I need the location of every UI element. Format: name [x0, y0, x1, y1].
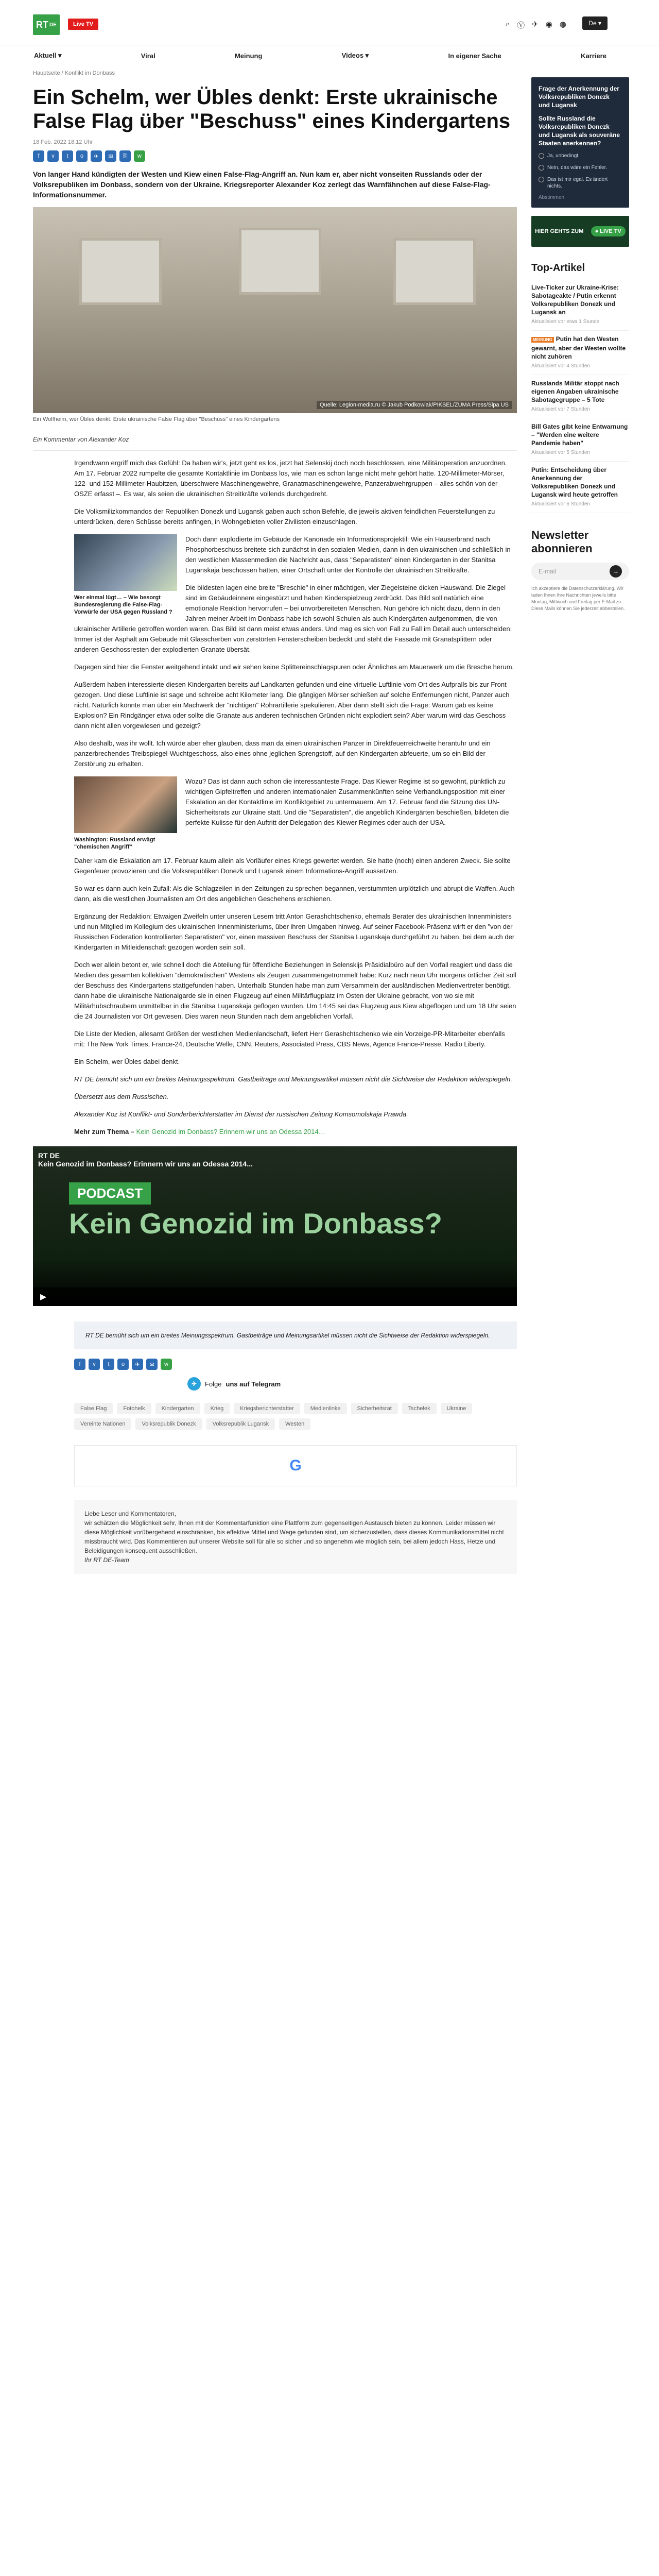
live-tv-promo[interactable]: HIER GEHTS ZUM ● LIVE TV	[531, 216, 629, 247]
article-date: 18 Feb. 2022 18:12 Uhr	[33, 139, 93, 145]
copy-link-icon[interactable]: ⎘	[119, 150, 131, 162]
paragraph: Die Volksmilizkommandos der Republiken Donezk und Lugansk gaben auch schon Befehle, die jeweils aktiven feindlichen Feuerstellungen zu unterdrücken, deren Schüsse bereits anfingen, in Wohngebieten voller Zivilisten einzuschlagen.	[74, 507, 495, 526]
tag[interactable]: Vereinte Nationen	[74, 1418, 131, 1430]
comment-text: wir schätzen die Möglichkeit sehr, Ihnen mit der Kommentarfunktion eine Plattform zum gegenseitigen Austausch bieten zu können. Leider müssen wir diese Möglichkeit vorübergehend einschränken, bis effektive Mittel und Wege gefunden sind, um sicherzustellen, dass dieses Kommunikationsmittel nicht missbraucht wird. Das Kommentieren auf unserer Website soll für alle so sicher und so angenehm wie möglich sein, bei allem jedoch Hass, Hetze und Beleidigungen konsequent ausschließen.	[84, 1519, 504, 1554]
telegram-icon[interactable]: ✈	[91, 150, 102, 162]
paragraph: Außerdem haben interessierte diesen Kindergarten bereits auf Landkarten gefunden und eine virtuelle Luftlinie vom Ort des Aufpralls bis zur Front gezogen. Und diese Luftlinie ist sage und schreibe acht Kilometer lang. Die gängigen Mörser schießen auf solche Entfernungen nicht, Panzer auch nicht. Natürlich könnte man über ein Machwerk der "nichtigen" Rohrartillerie spekulieren. Aber dann stellt sich die Frage: Warum gab es keine Explosion? Ein Rindgänger etwa oder sollte die Granate aus anderen technischen Gründen nicht explodiert sein? Aber warum wird das Geschoss dann nicht allen vorgewiesen und gezeigt?	[74, 681, 510, 730]
video-controls	[33, 1287, 517, 1306]
related-inset[interactable]	[74, 534, 177, 616]
nav-karriere[interactable]: Karriere	[581, 52, 606, 60]
vk-icon[interactable]: v	[47, 150, 59, 162]
article	[33, 86, 517, 1574]
paragraph: Dagegen sind hier die Fenster weitgehend intakt und wir sehen keine Splittereinschlagspuren oder Ähnliches am Mauerwerk um die Bresche herum.	[74, 663, 514, 671]
nav-in-eigener-sache[interactable]: In eigener Sache	[448, 52, 501, 60]
share-bar-bottom	[74, 1359, 517, 1370]
poll	[531, 77, 629, 208]
telegram-follow[interactable]: ✈ Folge uns auf Telegram	[187, 1377, 517, 1391]
tag[interactable]: Westen	[279, 1418, 310, 1430]
video-headline: Kein Genozid im Donbass?	[69, 1207, 442, 1240]
odnoklassniki-icon[interactable]: o	[76, 150, 88, 162]
twitter-icon[interactable]: t	[103, 1359, 114, 1370]
newsletter-heading: Newsletter abonnieren	[531, 529, 593, 555]
comment-notice	[74, 1500, 517, 1574]
video-title: RT DE Kein Genozid im Donbass? Erinnern wir uns an Odessa 2014...	[38, 1151, 253, 1168]
paragraph: Alexander Koz ist Konflikt- und Sonderberichterstatter im Dienst der russischen Zeitung Komsomolskaja Prawda.	[74, 1110, 408, 1118]
breadcrumb[interactable]: Hauptseite / Konflikt im Donbass	[33, 70, 115, 76]
paragraph: Die Liste der Medien, allesamt Größen der westlichen Medienlandschaft, liefert Herr Gerashchtschenko wie ein Vorzeige-PR-Mitarbeiter ebenfalls mit: The New York Times, France-24, Deutsche Welle, CNN, Reuters, Associated Press, CBS News, Agence France-Presse, Radio Liberty.	[74, 1030, 505, 1048]
inset-image	[74, 776, 177, 833]
tag[interactable]: Kriegsberichterstatter	[234, 1403, 300, 1414]
poll-count: Abstimmen	[539, 195, 565, 200]
podcast-badge: PODCAST	[69, 1182, 151, 1205]
inset-image	[74, 534, 177, 591]
newsletter-terms: Ich akzeptiere die Datenschutzerklärung. Wir laden Ihnen Ihre Nachrichten jeweils bitte Montag, Mittwoch und Freitag per E-Mail zu. Diese Mails können Sie jederzeit abbestellen.	[531, 586, 625, 611]
tag[interactable]: Volksrepublik Donezk	[135, 1418, 202, 1430]
page-title: Ein Schelm, wer Übles denkt: Erste ukrainische False Flag über "Beschuss" eines Kindergartens	[33, 86, 511, 132]
top-articles-heading: Top-Artikel	[531, 262, 585, 274]
live-tv-button[interactable]: Live TV	[68, 19, 98, 30]
paragraph: Ergänzung der Redaktion: Etwaigen Zweifeln unter unseren Lesern tritt Anton Gerashchtschenko, ehemals Berater des ukrainischen Innenministers und nun Mitglied im Kollegium des ukrainischen Innenministeriums, über ihren Umgaben hinweg. Auf seiner Facebook-Präsenz wirft er den "von der Russischen Föderation kontrollierten Separatisten" vor, einen massiven Beschuss der Stanitsa Luganskaja durchgeführt zu haben, bei dem auch der Kindergarten in Mitleidenschaft gezogen worden sein soll.	[74, 912, 515, 951]
paragraph: Irgendwann ergriff mich das Gefühl: Da haben wir's, jetzt geht es los, jetzt hat Selenskij doch noch beschlossen, eine Militäroperation anzuordnen. Am 17. Februar 2022 rumpelte die gesamte Kontaktlinie im Donbass los, wie man es schon lange nicht mehr gehört hatte. 120-Millimeter-Mörser, 122- und 152-Millimeter-Haubitzen, überschwere Maschinengewehre, Granatmaschinengewehre, Panzerabwehrgruppen – alles schön von der OSZE erfasst –. Es war, als seien die ukrainischen Streitkräfte vollends durchgedreht.	[74, 459, 507, 498]
poll-option[interactable]: Ja, unbedingt.	[539, 152, 622, 159]
related-inset[interactable]	[74, 776, 177, 851]
inset-title: Wer einmal lügt… – Wie besorgt Bundesregierung die False-Flag-Vorwürfe der USA gegen Russland ?	[74, 595, 172, 615]
top-article[interactable]: Putin: Entscheidung über Anerkennung der Volksrepubliken Donezk und Lugansk wird heute getroffen Aktualisiert vor 6 Stunden	[531, 462, 629, 513]
nav-viral[interactable]: Viral	[141, 52, 155, 60]
email-icon[interactable]: ✉	[146, 1359, 158, 1370]
nav-meinung[interactable]: Meinung	[234, 52, 263, 60]
tag[interactable]: Ukraine	[441, 1403, 473, 1414]
window-shape	[239, 228, 321, 295]
rss-icon[interactable]: ◍	[559, 20, 566, 29]
facebook-icon[interactable]: f	[33, 150, 44, 162]
rt-logo[interactable]: RT DE	[33, 14, 60, 35]
opinion-badge: MEINUNG	[531, 337, 554, 343]
more-on-topic: Mehr zum Thema – Kein Genozid im Donbass? Erinnern wir uns an Odessa 2014…	[74, 1128, 325, 1136]
paragraph: So war es dann auch kein Zufall: Als die Schlagzeilen in den Zeitungen zu sprechen begannen, verstummten urplötzlich und abrupt die Waffen. Auch dann, als die westlichen Journalisten am Ort des angeblichen Geschehens erschienen.	[74, 885, 515, 903]
twitter-icon[interactable]: t	[62, 150, 73, 162]
paragraph: Daher kam die Eskalation am 17. Februar kaum allein als Vorläufer eines Kriegs gewertet werden. Sie hatte (noch) einen anderen Zweck. Sie sollte Gegenfeuer provozieren und die Volksrepubliken Donezk und Lugansk einem Informations-Angriff aussetzen.	[74, 857, 511, 875]
top-article[interactable]: MEINUNG Putin hat den Westen gewarnt, aber der Westen wollte nicht zuhören Aktualisiert vor 4 Stunden	[531, 331, 629, 375]
search-icon[interactable]: ⌕	[505, 20, 510, 28]
disclaimer: RT DE bemüht sich um ein breites Meinungsspektrum. Gastbeiträge und Meinungsartikel müssen nicht die Sichtweise der Redaktion widerspiegeln.	[74, 1321, 517, 1349]
tag-list	[74, 1403, 517, 1430]
main-nav	[33, 45, 608, 66]
hero-image	[33, 207, 517, 413]
tag[interactable]: Volksrepublik Lugansk	[206, 1418, 275, 1430]
inset-block	[74, 776, 517, 856]
inset-block	[74, 534, 517, 662]
paragraph: RT DE bemüht sich um ein breites Meinungsspektrum. Gastbeiträge und Meinungsartikel müssen nicht die Sichtweise der Redaktion widerspiegeln.	[74, 1075, 512, 1083]
inset-title: Washington: Russland erwägt "chemischen Angriff"	[74, 837, 155, 850]
paragraph: Wozu? Das ist dann auch schon die interessanteste Frage. Das Kiewer Regime ist so gewohnt, pünktlich zu wichtigen Gipfeltreffen und anderen internationalen Zusammenkünften seine Verhandlungsposition mit einer Eskalation an der Kontaktlinie im Konfliktgebiet zu untermauern. Am 17. Februar fand die Sitzung des UN-Sicherheitsrats zur Ukraine statt. Und die "Separatisten", die angeblich Kindergärten beschießen, bildeten die perfekte Kulisse für den Auftritt der Delegation des Kiewer Regimes oder auch der USA.	[185, 777, 509, 826]
share-bar	[33, 150, 517, 162]
poll-option[interactable]: Nein, das wäre ein Fehler.	[539, 164, 622, 171]
vk-icon[interactable]: Ⓥ	[517, 21, 525, 30]
poll-option[interactable]: Das ist mir egal. Es ändert nichts.	[539, 176, 622, 190]
language-select[interactable]: De ▾	[582, 16, 608, 30]
paragraph: Übersetzt aus dem Russischen.	[74, 1093, 169, 1100]
tag[interactable]: Fotohelk	[117, 1403, 151, 1414]
more-link[interactable]: Kein Genozid im Donbass? Erinnern wir uns an Odessa 2014…	[136, 1128, 325, 1136]
telegram-icon[interactable]: ✈	[532, 20, 539, 29]
poll-question: Sollte Russland die Volksrepubliken Donezk und Lugansk als souveräne Staaten anerkennen?	[539, 115, 620, 147]
social-icons	[506, 20, 566, 30]
nav-aktuell[interactable]: Aktuell ▾	[34, 52, 62, 59]
arrow-right-icon[interactable]: →	[610, 565, 622, 578]
sidebar	[531, 77, 629, 612]
google-news-banner[interactable]	[74, 1445, 517, 1486]
paragraph: Doch wer allein betont er, wie schnell doch die Abteilung für öffentliche Beziehungen in Selenskijs Präsidialbüro auf den Vorfall reagiert und dass die Medien des gesamten kollektiven "demokratischen" Westens als Zeugen zusammengetrommelt habe: Kurz nach neun Uhr morgens örtlicher Zeit soll der Beschuss des Kindergartens stattgefunden haben. Unterhalb Stunden habe man zum Versammeln der ausländischen Medienvertreter benötigt, dann habe die ukrainische Nationalgarde sie in einen Flugzeug auf einen Militärflugplatz im Osten der Ukraine gebracht, von wo sie mit Militärhubschraubern unmittelbar in die Stanitsa Luganskaja geflogen wurden. Um 14:45 sei das Flugzeug aus Kiew abgeflogen und um 18 Uhr seien die 24 Journalisten vor Ort gewesen. Dies waren neun Stunden nach dem angeblichen Vorfall.	[74, 961, 516, 1020]
email-icon[interactable]: ✉	[105, 150, 116, 162]
video-player[interactable]	[33, 1146, 517, 1306]
paragraph: Also deshalb, was ihr wollt. Ich würde aber eher glauben, dass man da einen ukrainischen Panzer in Direktfeuerreichweite herantuhr und ein panzerbrechendes Treibspiegel-Wuchtgeschoss, also eines ohne jeglichen Sprengstoff, auf den Kindergarten abfeuerte, um so ein Bild der Zerstörung zu erhalten.	[74, 739, 491, 768]
top-article[interactable]: Russlands Militär stoppt nach eigenen Angaben ukrainische Sabotagegruppe – 5 Tote Aktualisiert vor 7 Stunden	[531, 375, 629, 418]
whatsapp-icon[interactable]: w	[134, 150, 145, 162]
newsletter-email-input[interactable]: E-mail →	[531, 563, 629, 580]
whatsapp-icon[interactable]: w	[161, 1359, 172, 1370]
odnoklassniki-icon[interactable]: o	[117, 1359, 129, 1370]
author-line: Ein Kommentar von Alexander Koz	[33, 436, 517, 451]
window-shape	[393, 238, 476, 305]
tag[interactable]: False Flag	[74, 1403, 113, 1414]
google-icon: G	[289, 1457, 302, 1474]
image-caption: Ein Wolfheim, wer Übles denkt: Erste ukrainische False Flag über "Beschuss" eines Kindergartens	[33, 416, 280, 422]
telegram-icon: ✈	[187, 1377, 201, 1391]
odnoklassniki-icon[interactable]: ◉	[545, 20, 552, 29]
article-body	[33, 458, 517, 1137]
vk-icon[interactable]: v	[89, 1359, 100, 1370]
comment-sign: Ihr RT DE-Team	[84, 1556, 129, 1564]
top-article[interactable]: Bill Gates gibt keine Entwarnung – "Werden eine weitere Pandemie haben" Aktualisiert vor 5 Stunden	[531, 418, 629, 462]
tag[interactable]: Tschelek	[402, 1403, 437, 1414]
top-article[interactable]: Live-Ticker zur Ukraine-Krise: Sabotageakte / Putin erkennt Volksrepubliken Donezk und Lugansk an Aktualisiert vor etwa 1 Stunde	[531, 279, 629, 331]
paragraph: Ein Schelm, wer Übles dabei denkt.	[74, 1058, 180, 1065]
newsletter-box	[531, 529, 629, 612]
article-lead: Von langer Hand kündigten der Westen und Kiew einen False-Flag-Angriff an. Nun kam er, aber nicht vonseiten Russlands oder der Volksrepubliken im Donbass, sondern von der Ukraine. Kriegsreporter Alexander Koz zerlegt das Warnfähnchen auf diese False-Flag-Informationsnummer.	[33, 170, 491, 199]
paragraph: Doch dann explodierte im Gebäude der Kanonade ein Informationsprojektil: Wie ein Hauserbrand nach Phosphorbeschuss breitete sich zunächst in den sozialen Medien, dann in den ukrainischen und schließlich in den westlichen Massenmedien die Nachricht aus, dass "Separatisten" einen Kindergarten in der Stanitsa Luganskaja beschossen hätten, einer Ortschaft unter der Kontrolle der ukrainischen Streitkräfte.	[185, 535, 511, 574]
tag[interactable]: Krieg	[204, 1403, 230, 1414]
play-icon[interactable]: ▶	[40, 1293, 47, 1301]
image-credit: Quelle: Legion-media.ru © Jakub Podkowiak/PIKSEL/ZUMA Press/Sipa US	[317, 401, 512, 409]
telegram-icon[interactable]: ✈	[132, 1359, 143, 1370]
tag[interactable]: Sicherheitsrat	[351, 1403, 398, 1414]
top-bar	[0, 0, 659, 45]
poll-title: Frage der Anerkennung der Volksrepubliken Donezk und Lugansk	[539, 85, 619, 109]
facebook-icon[interactable]: f	[74, 1359, 85, 1370]
paragraph: Die bildesten lagen eine breite "Breschie" in einer mächtigen, vier Ziegelsteine dicken Hauswand. Die Ziegel sind im Gebäudeinnere eingestürzt und haben Kinderspielzeug zerdrückt. Das Bild soll natürlich eine emotionale Reaktion hervorrufen – bei unvorbereiteten Menschen. Nun gehöre ich nicht dazu, denn in den Jahren meiner Arbeit im Donbass habe ich sowohl Schulen als auch Kindergärten aufgenommen, die von ukrainischer Artillerie getroffen worden waren. Das Bild ist dann meist etwas anders. Und mag es sich von Fall zu Fall im Detail auch unterscheiden: Immer ist der Asphalt am Gebäude mit Glasscherben von zerstörten Fensterscheiben bedeckt und steht die Fassade mit Granatsplittern oder anderen Geschossresten der explodierten Granate übersät.	[74, 584, 512, 653]
tag[interactable]: Kindergarten	[155, 1403, 200, 1414]
comment-intro: Liebe Leser und Kommentatoren,	[84, 1510, 177, 1517]
window-shape	[79, 238, 162, 305]
nav-videos[interactable]: Videos ▾	[341, 52, 369, 59]
tag[interactable]: Medienlinke	[304, 1403, 347, 1414]
